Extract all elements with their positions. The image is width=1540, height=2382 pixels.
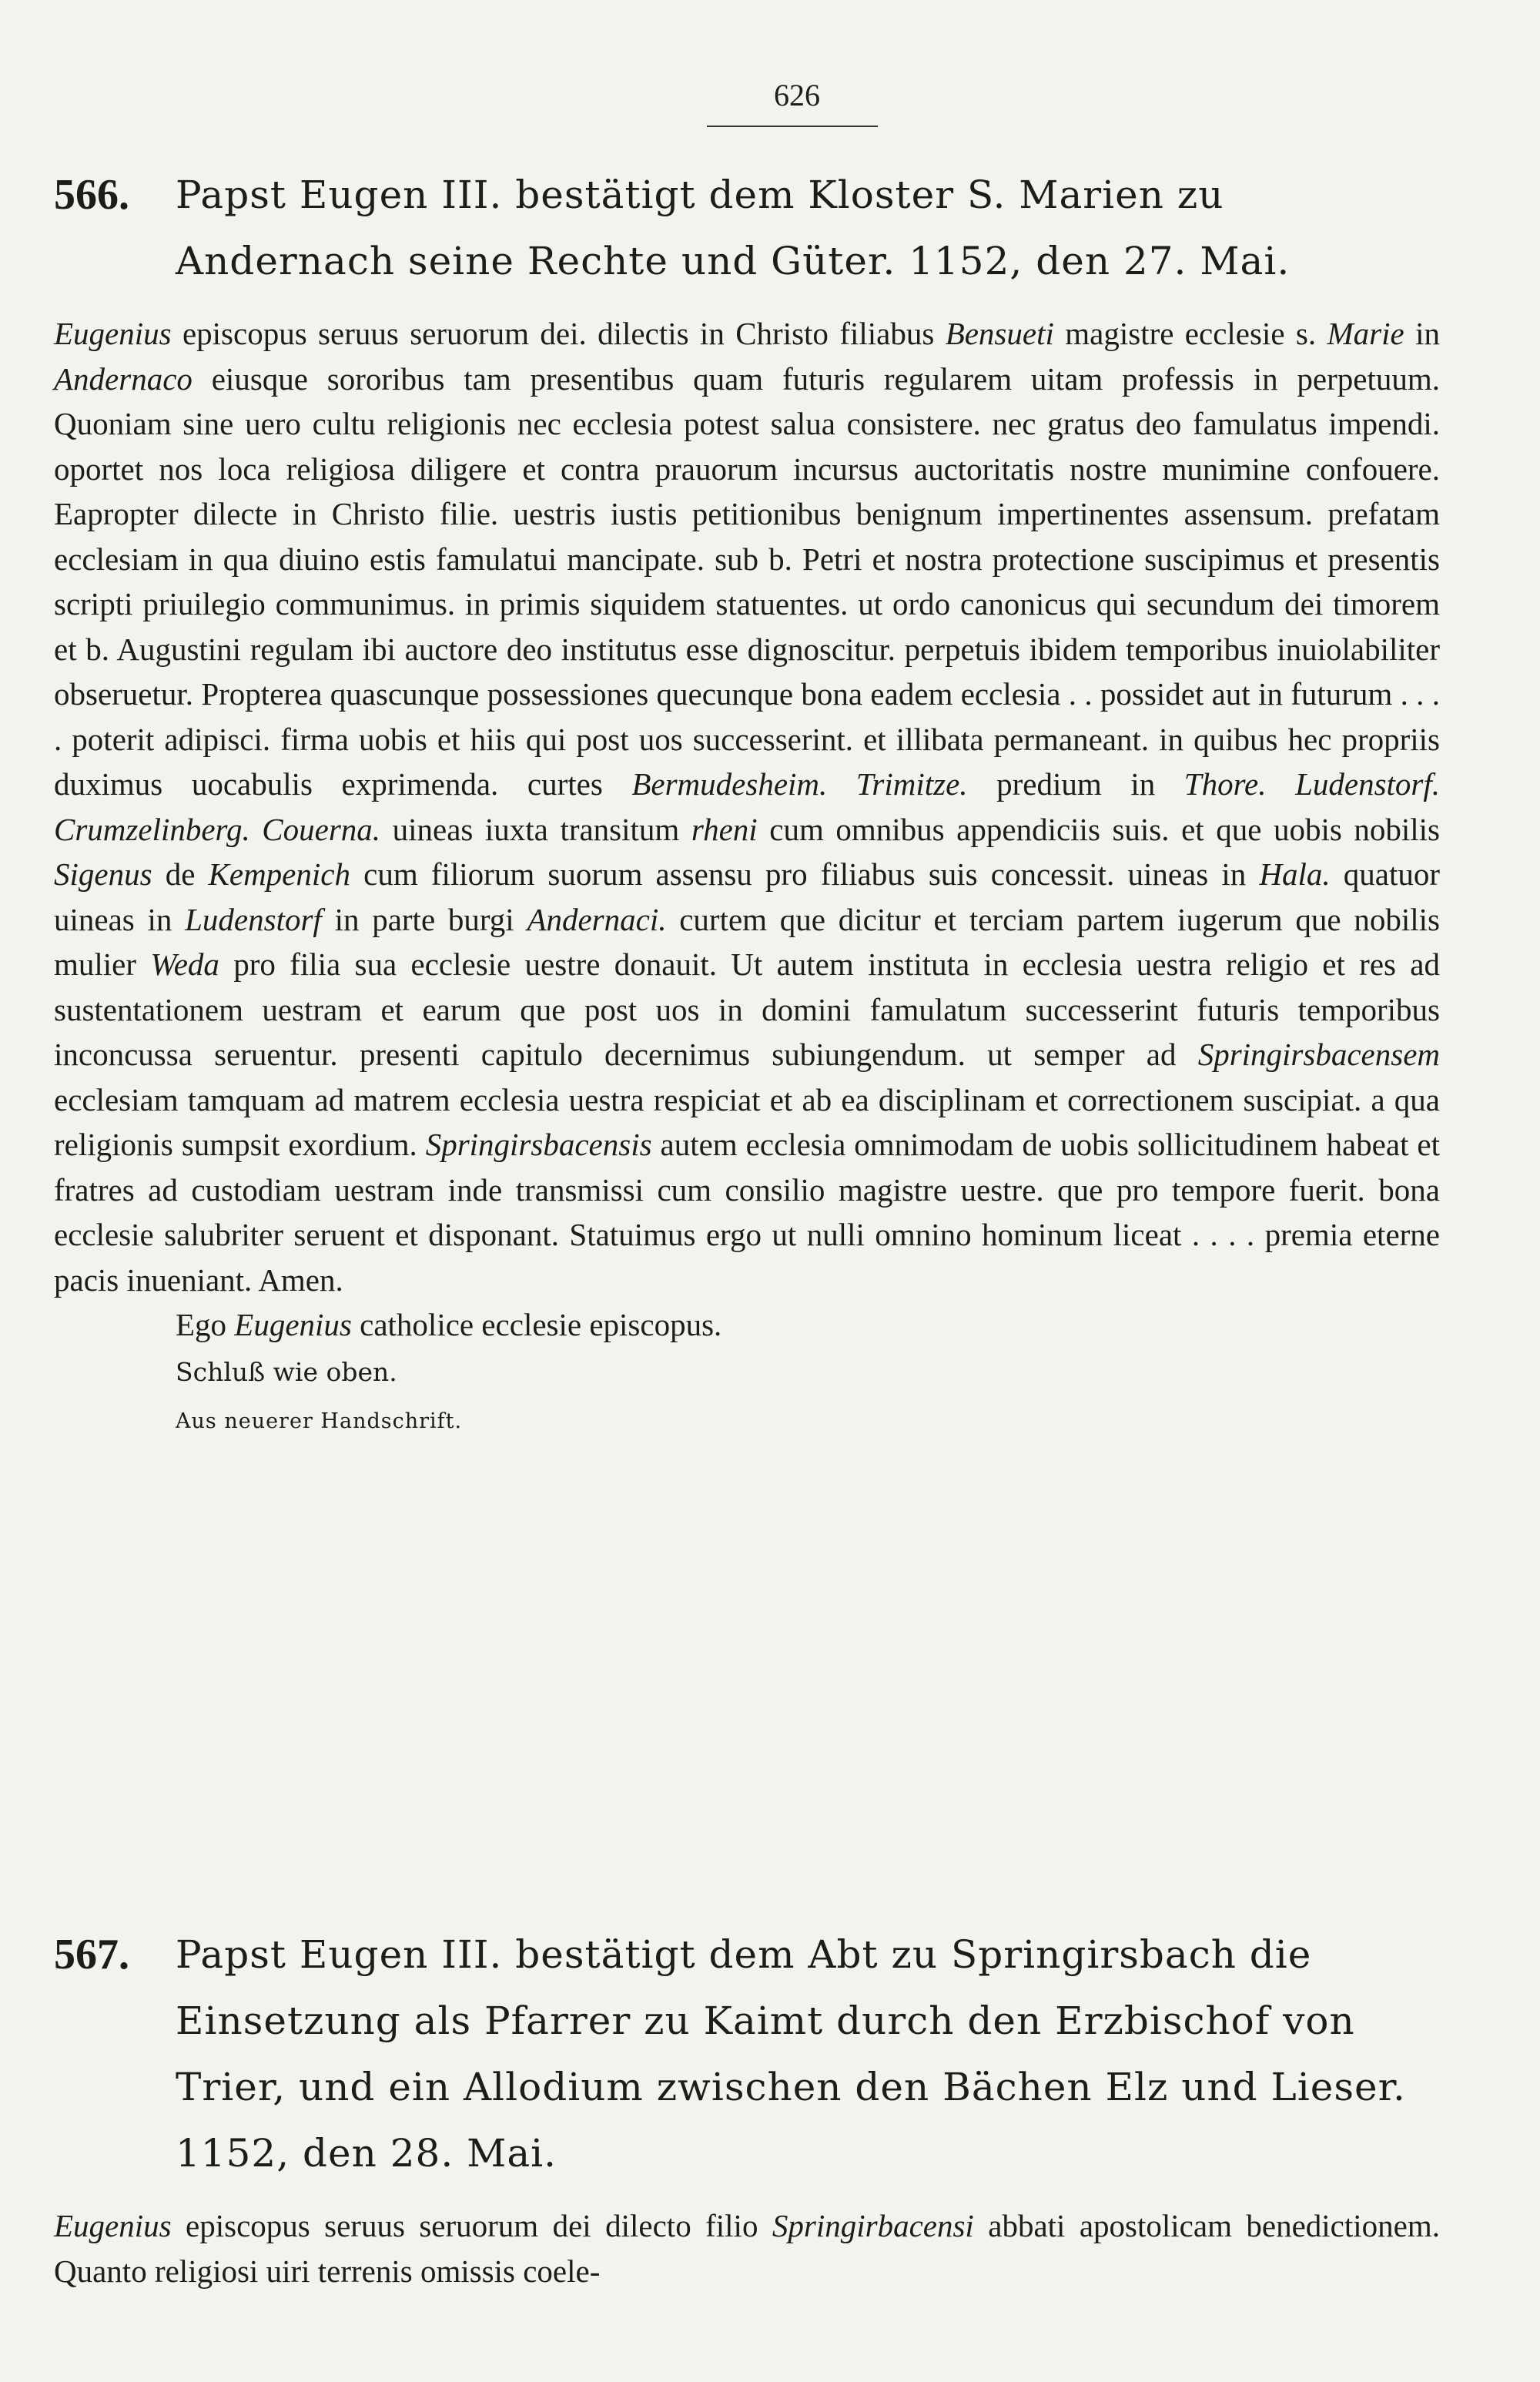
text-run: Ego [176,1307,235,1342]
text-run [250,812,263,847]
signature-line [176,1302,1440,1348]
italic-text-run: Marie [1327,316,1404,351]
text-run: curtem que dicitur et terciam partem iugerum que nobilis mulier [54,901,1441,982]
document-title: Papst Eugen III. bestätigt dem Abt zu Springirsbach die Einsetzung als Pfarrer zu Kaimt durch den Erzbischof von Trier, und ein Allodium zwischen den Bächen Elz und Lieser. 1152, den 28. Mai. [176,1932,1406,2176]
text-run: episcopus seruus seruorum dei dilecto filio [171,2208,772,2243]
text-run: in [1404,316,1440,351]
text-run: cum filiorum suorum assensu pro filiabus suis concessit. uineas in [350,856,1260,892]
italic-text-run: Hala. [1259,856,1331,892]
italic-text-run: Ludenstorf. [1295,766,1441,802]
text-run: magistre ecclesie s. [1053,316,1327,351]
italic-text-run: Eugenius [234,1307,352,1342]
text-run: quatuor uineas in [54,856,1440,937]
italic-text-run: Thore. [1183,766,1267,802]
text-run: uineas iuxta transitum [380,811,691,847]
page-number-rule [707,126,878,127]
italic-text-run: Couerna. [262,811,381,847]
page-number: 626 [774,78,820,112]
text-run: in parte burgi [321,901,527,937]
document-566 [54,162,1440,1446]
document-title: Papst Eugen III. bestätigt dem Kloster S. Marien zu Andernach seine Rechte und Güter. 1152, den 27. Mai. [176,173,1291,283]
text-run: episcopus seruus seruorum dei. dilectis in Christo filiabus [171,316,946,351]
text-run: ecclesiam tamquam ad matrem ecclesia uestra respiciat et ab ea disciplinam et correctionem suscipiat. a qua religionis sumpsit exordium. [54,1081,1440,1162]
text-run: catholice ecclesie episcopus. [351,1307,722,1342]
text-run: cum omnibus appendiciis suis. et que uobis nobilis [757,811,1441,847]
source-note: Aus neuerer Handschrift. [176,1409,463,1433]
document-heading [54,1921,1440,2186]
text-run: pro filia sua ecclesie uestre donauit. Ut autem instituta in ecclesia uestra religio et res ad sustentationem uestram et earum que post uos in domini famulatum successerint futuris temporibus inconcussa seruentur. presenti capitulo decernimus subiungendum. ut semper ad [54,946,1440,1072]
closing-note: Schluß wie oben. [176,1356,397,1387]
italic-text-run: rheni [691,811,758,847]
italic-text-run: Eugenius [54,2208,172,2243]
document-number: 567. [54,1931,129,1978]
document-heading [54,162,1440,294]
italic-text-run: Andernaco [54,360,192,397]
document-body [54,2203,1440,2293]
text-run: abbati apostolicam benedictionem. Quanto religiosi uiri terrenis omissis coele- [54,2208,1441,2289]
text-run [1266,766,1295,802]
document-number: 566. [54,171,129,219]
italic-text-run: Sigenus [54,856,152,892]
italic-text-run: Ludenstorf [185,901,322,937]
italic-text-run: Crumzelinberg. [54,811,250,847]
text-run: autem ecclesia omnimodam de uobis sollicitudinem habeat et fratres ad custodiam uestram inde transmissi cum consilio magistre uestre. que pro tempore fuerit. bona ecclesie salubriter seruent et disponant. Statuimus ergo ut nulli omnino hominum liceat . . . . premia eterne pacis inueniant. Amen. [54,1127,1440,1298]
italic-text-run: Andernaci. [527,901,667,937]
italic-text-run: Springirbacensi [772,2208,974,2243]
italic-text-run: Springirsbacensem [1197,1037,1440,1072]
italic-text-run: Springirsbacensis [425,1127,652,1162]
italic-text-run: Bermudesheim. Trimitze. [631,766,968,802]
text-run: predium in [967,766,1184,802]
italic-text-run: Kempenich [208,856,350,892]
text-run: eiusque sororibus tam presentibus quam futuris regularem uitam professis in perpetuum. Quoniam sine uero cultu religionis nec ecclesia potest salua consistere. nec gratus deo famulatus impendi. oportet nos loca religiosa diligere et contra prauorum incursus auctoritatis nostre munimine confouere. Eapropter dilecte in Christo filie. uestris iustis petitionibus benignum impertinentes assensum. prefatam ecclesiam in qua diuino estis famulatui mancipate. sub b. Petri et nostra protectione suscipimus et presentis scripti priuilegio communimus. in primis siquidem statuentes. ut ordo canonicus qui secundum dei timorem et b. Augustini regulam ibi auctore deo institutus esse dignoscitur. perpetuis ibidem temporibus inuiolabiliter obseruetur. Propterea quascunque possessiones quecunque bona eadem ecclesia . . possidet aut in futurum . . . . poterit adipisci. firma uobis et hiis qui post uos successerint. et illibata permaneant. in quibus hec propriis duximus uocabulis exprimenda. curtes [54,360,1440,802]
text-run: de [152,856,209,892]
document-body [54,311,1440,1302]
italic-text-run: Bensueti [945,316,1054,351]
italic-text-run: Weda [150,946,219,982]
italic-text-run: Eugenius [54,316,172,351]
document-567 [54,1921,1440,2293]
